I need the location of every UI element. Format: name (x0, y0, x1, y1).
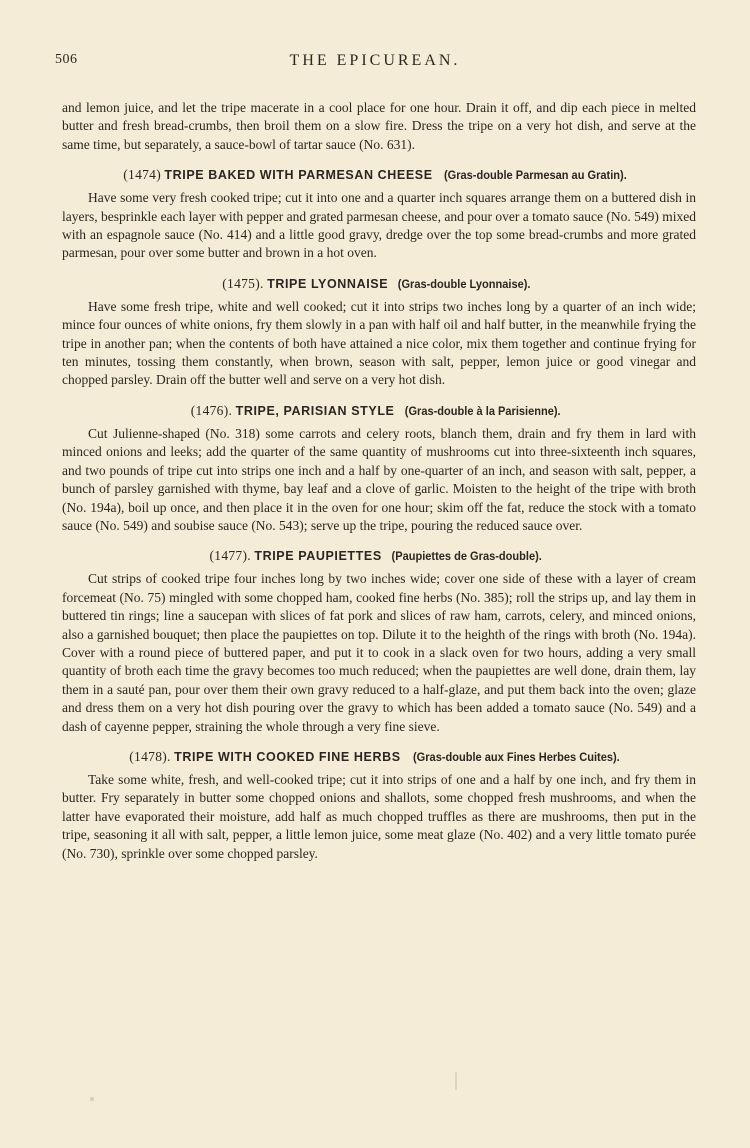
recipe-heading-1476 (62, 402, 696, 420)
recipe-text-1478: Take some white, fresh, and well-cooked tripe; cut it into strips of one and a half by one inch, and fry them in butter. Fry separately in butter some chopped onions and shallots, some chopped fresh mushrooms, and when the latter have evaporated their moisture, add half as much chopped truffles as there are mushrooms, then put in the tripe, seasoning it all with salt, pepper, a little lemon juice, some meat glaze (No. 402) and a very little tomato purée (No. 730), sprinkle over some chopped parsley. (62, 771, 696, 861)
running-title: THE EPICUREAN. (289, 52, 461, 69)
recipe-heading-1474 (62, 166, 696, 184)
page-number: 506 (55, 52, 78, 67)
recipe-number: (1476). (190, 402, 233, 418)
recipe-title-english: TRIPE LYONNAISE (267, 276, 389, 291)
recipe-title-french: (Gras-double aux Fines Herbes Cuites). (413, 749, 620, 764)
recipe-text-1474: Have some very fresh cooked tripe; cut it into one and a quarter inch squares arrange them on a buttered dish in layers, besprinkle each layer with pepper and grated parmesan cheese, and pour over a tomato sauce (No. 549) mixed with an espagnole sauce (No. 414) and a little good gravy, dredge over the top some bread-crumbs and more grated parmesan, pour over some butter and brown in a hot oven. (62, 190, 696, 261)
recipe-title-english: TRIPE PAUPIETTES (254, 549, 382, 564)
recipe-number: (1475). (222, 275, 264, 291)
paper-blemish (455, 1072, 457, 1090)
recipe-number: (1478). (129, 748, 171, 764)
recipe-title-english: TRIPE, PARISIAN STYLE (235, 403, 395, 418)
recipe-heading-1478 (62, 748, 696, 766)
recipe-title-french: (Gras-double Parmesan au Gratin). (444, 168, 627, 183)
paper-blemish (90, 1097, 94, 1101)
recipe-heading-1477 (62, 547, 696, 565)
page-header (55, 52, 695, 76)
recipe-text-1476: Cut Julienne-shaped (No. 318) some carrots and celery roots, blanch them, drain and fry them in lard with minced onions and leeks; add the quarter of the same quantity of mushrooms cut into three-sixteenth inch squares, and two pounds of tripe cut into strips one inch and a half by one-quarter of an inch, and season with salt, pepper, a bunch of parsley garnished with thyme, bay leaf and a clove of garlic. Moisten to the height of the tripe with broth (No. 194a), boil up once, and then place it in the oven for one hour; skim off the fat, reduce the stock with a tomato sauce (No. 549) and soubise sauce (No. 543); serve up the tripe, pouring the reduced sauce over. (62, 425, 696, 533)
recipe-text-1475: Have some fresh tripe, white and well cooked; cut it into strips two inches long by a quarter of an inch wide; mince four ounces of white onions, fry them slowly in a pan with half oil and half butter, in the meanwhile frying the tripe in another pan; when the contents of both have attained a nice color, mix them together and continue frying for ten minutes, tossing them constantly, when brown, season with salt, pepper, lemon juice or good vinegar and chopped parsley. Drain off the butter well and serve on a very hot dish. (62, 298, 696, 388)
page-body (62, 99, 696, 863)
recipe-title-french: (Gras-double Lyonnaise). (397, 276, 530, 291)
recipe-title-french: (Gras-double à la Parisienne). (404, 403, 561, 418)
recipe-number: (1477). (209, 548, 251, 564)
recipe-title-english: TRIPE WITH COOKED FINE HERBS (174, 749, 401, 764)
recipe-title-english: TRIPE BAKED WITH PARMESAN CHEESE (164, 168, 433, 183)
intro-paragraph: and lemon juice, and let the tripe macerate in a cool place for one hour. Drain it off, and dip each piece in melted butter and fresh bread-crumbs, then broil them on a slow fire. Dress the tripe on a very hot dish, and serve at the same time, but separately, a sauce-bowl of tartar sauce (No. 631). (62, 100, 696, 152)
recipe-heading-1475 (62, 275, 696, 293)
recipe-number: (1474) (123, 167, 162, 183)
recipe-text-1477: Cut strips of cooked tripe four inches long by two inches wide; cover one side of these with a layer of cream forcemeat (No. 75) mingled with some chopped ham, cooked fine herbs (No. 385); roll the strips up, and lay them in buttered tin rings; line a saucepan with slices of fat pork and slices of raw ham, carrots, celery, and minced onions, also a garnished bouquet; then place the paupiettes on top. Dilute it to the heighth of the rings with broth (No. 194a). Cover with a round piece of buttered paper, and put it to cook in a slack oven for two hours, adding a very small quantity of broth each time the gravy becomes too much reduced; when the paupiettes are well done, drain them, lay them in a sauté pan, pour over them their own gravy reduced to a half-glaze, and put them back into the oven; glaze and dress them on a very hot dish pouring over the gravy to which has been added a tomato sauce (No. 549) and a dash of cayenne pepper, straining the whole through a very fine sieve. (62, 571, 696, 734)
recipe-title-french: (Paupiettes de Gras-double). (391, 549, 542, 564)
